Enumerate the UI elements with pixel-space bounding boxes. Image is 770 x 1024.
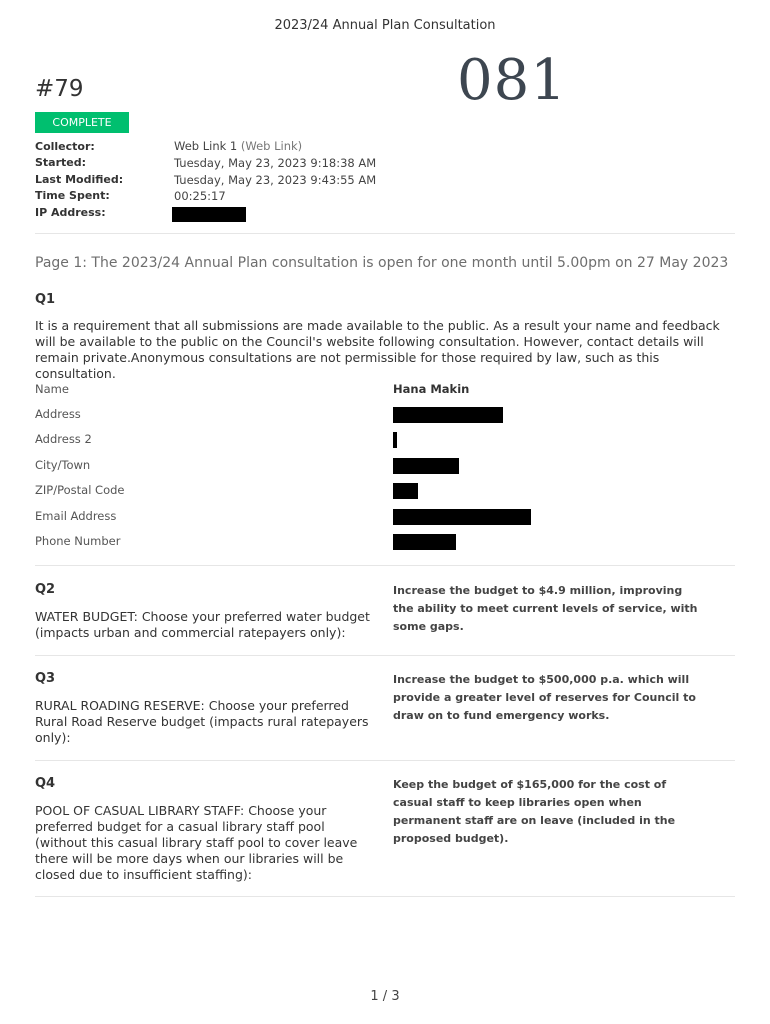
city-label: City/Town bbox=[35, 458, 91, 472]
q1-number: Q1 bbox=[35, 292, 56, 307]
last-modified-label: Last Modified: bbox=[35, 173, 124, 186]
email-label: Email Address bbox=[35, 509, 117, 523]
q4-text: POOL OF CASUAL LIBRARY STAFF: Choose your preferred budget for a casual library staff pool (without this casual library staff pool to cover leave there will be more days when our libraries will be closed due to insufficient staffing): bbox=[35, 803, 358, 882]
q4-answer: Keep the budget of $165,000 for the cost of casual staff to keep libraries open when permanent staff are on leave (included in the proposed budget). bbox=[393, 778, 676, 845]
started-label: Started: bbox=[35, 156, 87, 169]
divider bbox=[35, 233, 735, 234]
divider bbox=[35, 896, 735, 897]
started-value: Tuesday, May 23, 2023 9:18:38 AM bbox=[174, 156, 377, 170]
phone-redaction bbox=[393, 534, 456, 550]
q3-text: RURAL ROADING RESERVE: Choose your preferred Rural Road Reserve budget (impacts rural ratepayers only): bbox=[35, 698, 369, 745]
q2-answer: Increase the budget to $4.9 million, improving the ability to meet current levels of service, with some gaps. bbox=[393, 584, 698, 633]
email-redaction bbox=[393, 509, 531, 525]
time-spent-value: 00:25:17 bbox=[174, 189, 226, 203]
q4-number: Q4 bbox=[35, 776, 56, 791]
phone-label: Phone Number bbox=[35, 534, 121, 548]
stamp-number: 081 bbox=[457, 48, 567, 113]
address2-label: Address 2 bbox=[35, 432, 92, 446]
q3-number: Q3 bbox=[35, 671, 56, 686]
q3-answer: Increase the budget to $500,000 p.a. which will provide a greater level of reserves for Council to draw on to fund emergency works. bbox=[393, 673, 696, 722]
page-indicator: 1 / 3 bbox=[370, 989, 400, 1004]
address2-redaction bbox=[393, 432, 397, 448]
time-spent-label: Time Spent: bbox=[35, 189, 110, 202]
document-title: 2023/24 Annual Plan Consultation bbox=[274, 18, 496, 33]
collector-label: Collector: bbox=[35, 140, 95, 153]
divider bbox=[35, 655, 735, 656]
zip-redaction bbox=[393, 483, 418, 499]
last-modified-value: Tuesday, May 23, 2023 9:43:55 AM bbox=[174, 173, 377, 187]
q1-text: It is a requirement that all submissions are made available to the public. As a result your name and feedback will be available to the public on the Council's website following consultation. However, contact details will remain private.Anonymous consultations are not permissible for those required by law, such as this consultation. bbox=[35, 318, 720, 381]
page-heading: Page 1: The 2023/24 Annual Plan consultation is open for one month until 5.00pm on 27 May 2023 bbox=[35, 255, 729, 271]
response-number: #79 bbox=[35, 76, 84, 102]
divider bbox=[35, 760, 735, 761]
collector-type: (Web Link) bbox=[240, 139, 303, 153]
address-redaction bbox=[393, 407, 503, 423]
city-redaction bbox=[393, 458, 459, 474]
ip-address-redaction bbox=[172, 207, 246, 222]
status-badge: COMPLETE bbox=[35, 112, 129, 133]
ip-address-label: IP Address: bbox=[35, 206, 106, 219]
collector-value bbox=[174, 139, 302, 153]
name-value: Hana Makin bbox=[393, 382, 470, 396]
zip-label: ZIP/Postal Code bbox=[35, 483, 125, 497]
q2-number: Q2 bbox=[35, 582, 56, 597]
name-label: Name bbox=[35, 382, 69, 396]
divider bbox=[35, 565, 735, 566]
q2-text: WATER BUDGET: Choose your preferred water budget (impacts urban and commercial ratepayers only): bbox=[35, 609, 370, 640]
collector-name: Web Link 1 bbox=[174, 139, 238, 153]
address-label: Address bbox=[35, 407, 81, 421]
